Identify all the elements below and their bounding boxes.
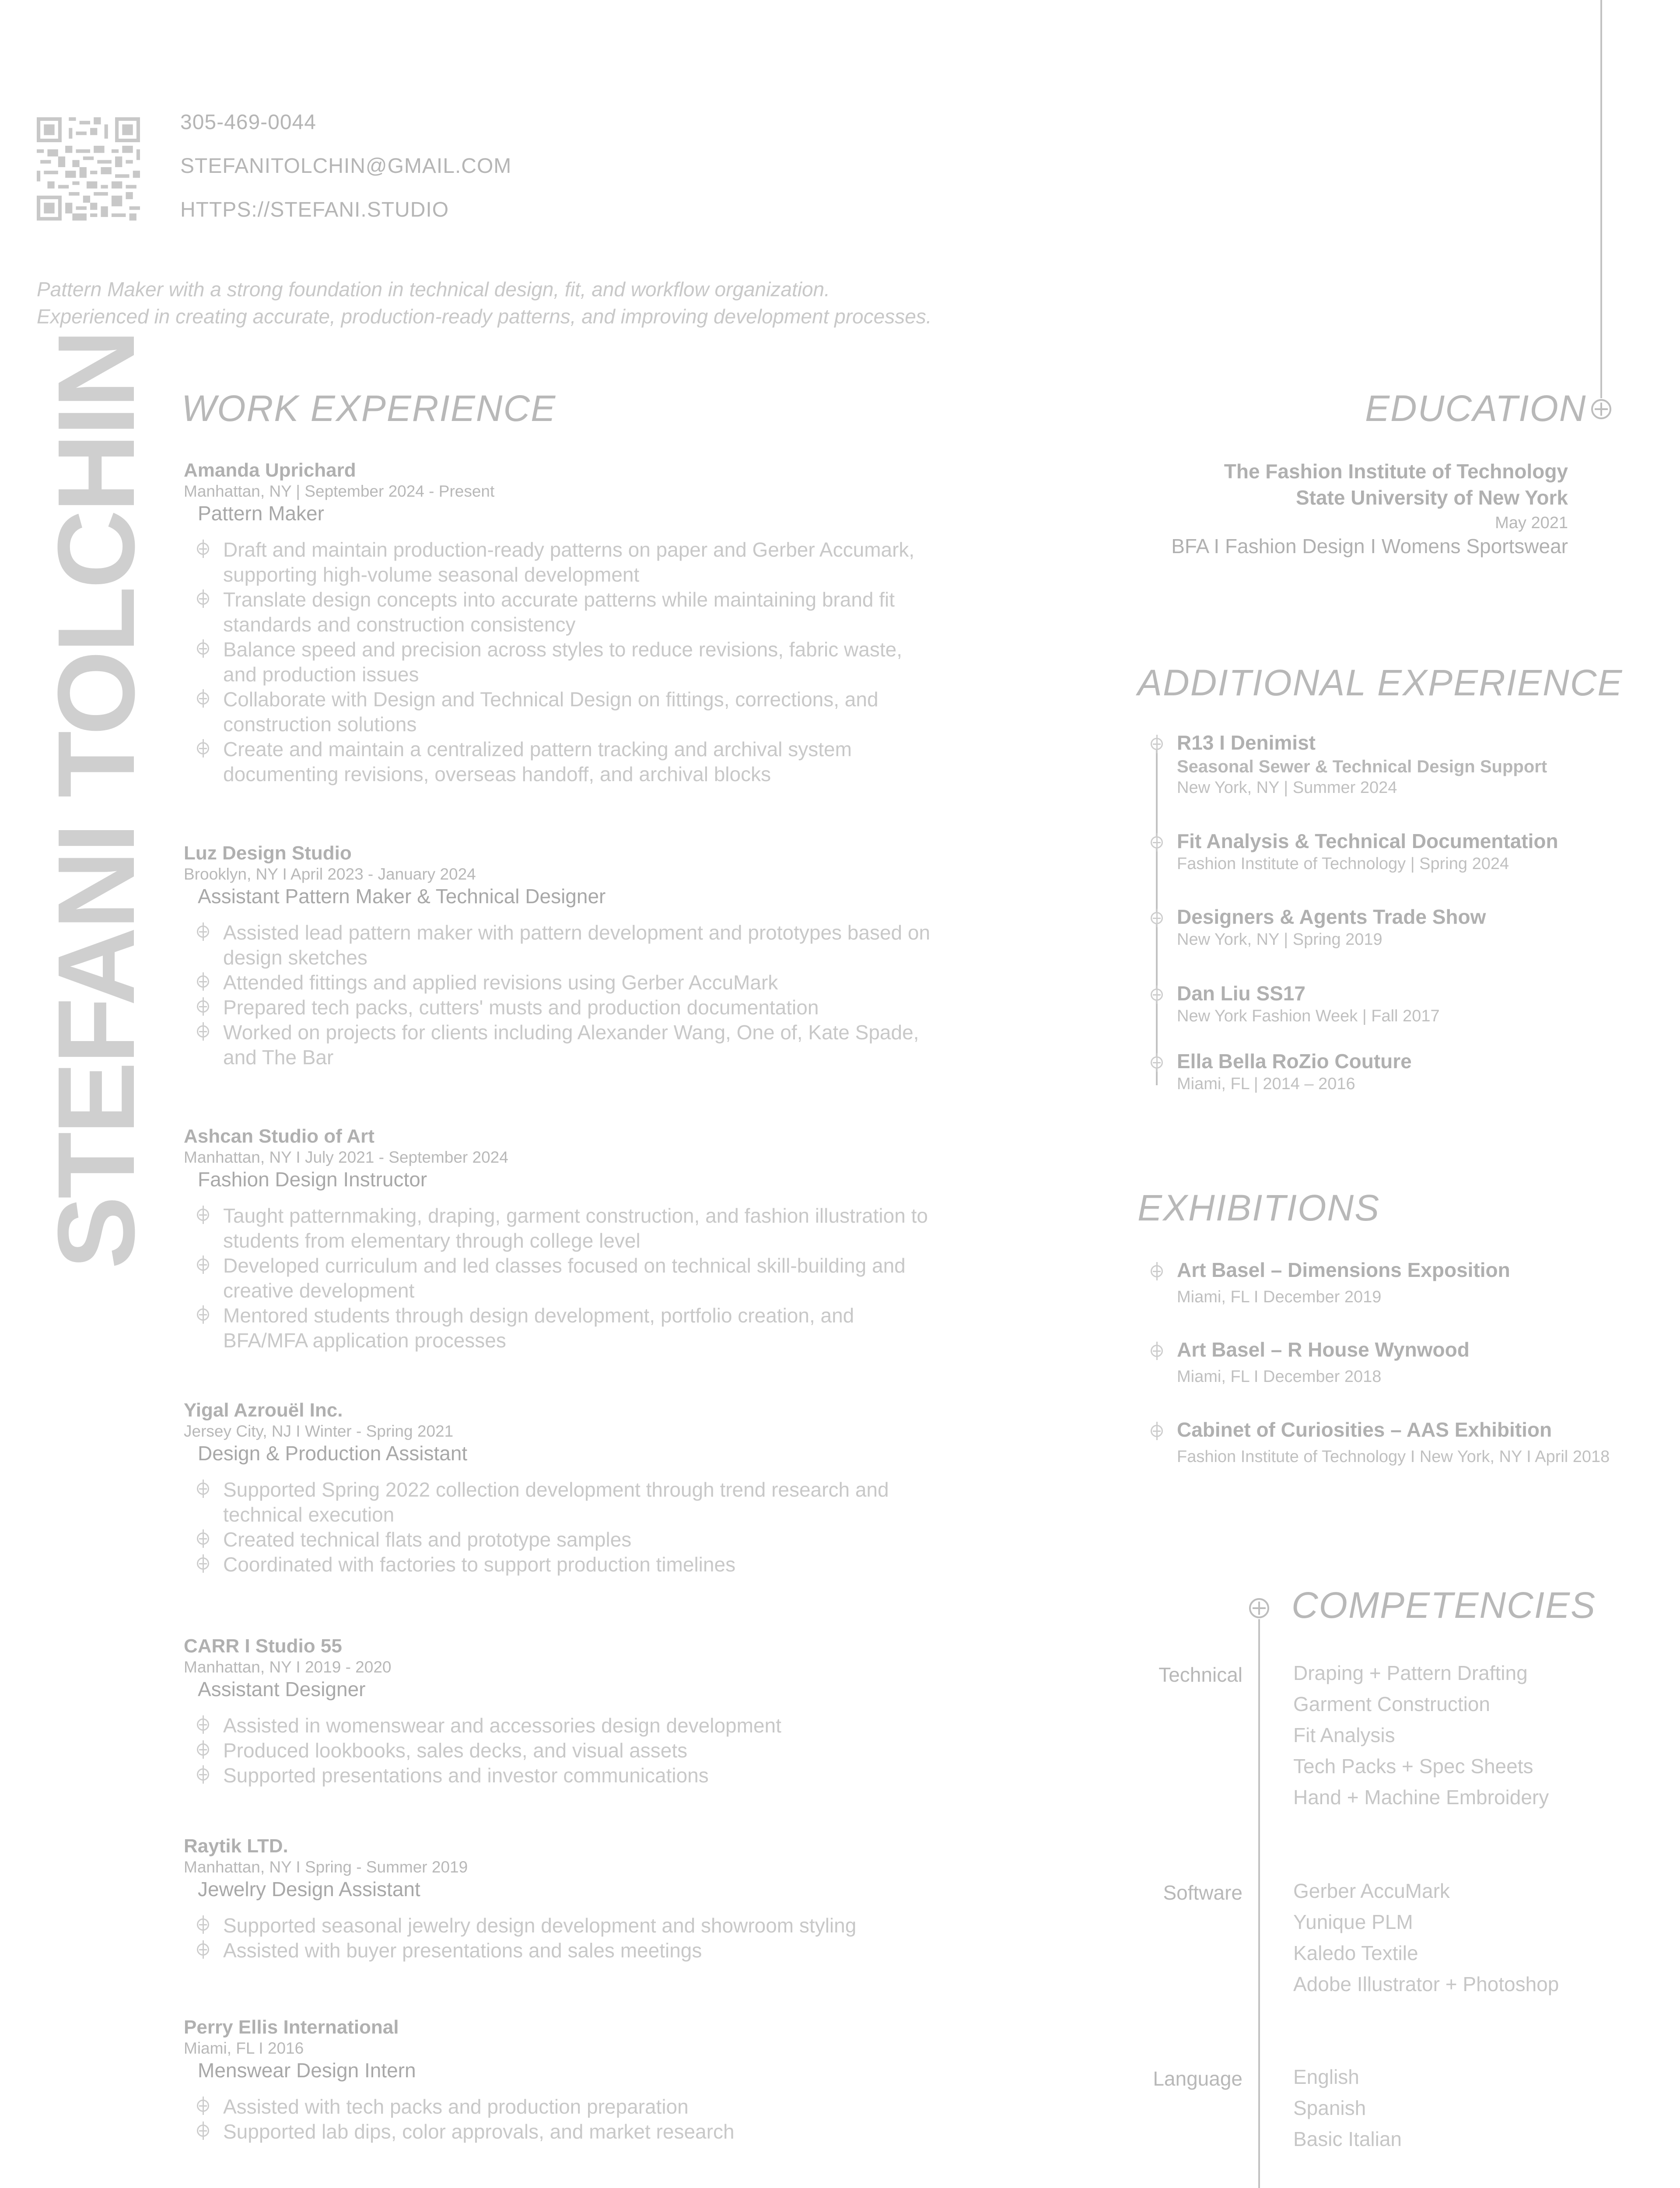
bullet-line: Balance speed and precision across styles to reduce revisions, fabric waste, — [223, 638, 903, 661]
bullet-icon — [197, 642, 209, 655]
bullet-icon — [1151, 989, 1163, 1001]
summary-line: Pattern Maker with a strong foundation in technical design, fit, and workflow organization. — [37, 278, 830, 301]
company-name: Luz Design Studio — [184, 842, 352, 864]
competency-item: English — [1293, 2065, 1359, 2088]
education-marker-icon — [1591, 399, 1611, 419]
job-bullets — [184, 920, 1059, 1070]
competency-item: Garment Construction — [1293, 1693, 1490, 1715]
bullet-icon — [197, 742, 209, 754]
competency-item: Hand + Machine Embroidery — [1293, 1786, 1549, 1809]
exhibition-item — [1177, 1258, 1676, 1307]
degree: BFA I Fashion Design I Womens Sportswear — [1171, 535, 1568, 558]
education-guide-line — [1600, 0, 1602, 398]
bullet-line: Taught patternmaking, draping, garment construction, and fashion illustration to — [223, 1204, 928, 1227]
competency-group-label: Technical — [1158, 1663, 1242, 1686]
additional-item-meta: Miami, FL | 2014 – 2016 — [1177, 1075, 1355, 1093]
bullet-icon — [197, 1483, 209, 1495]
additional-item-meta: New York, NY | Summer 2024 — [1177, 778, 1397, 797]
additional-item — [1177, 982, 1658, 1026]
phone-number[interactable]: 305-469-0044 — [180, 111, 316, 134]
competency-item: Basic Italian — [1293, 2128, 1402, 2150]
bullet-icon — [197, 1743, 209, 1756]
job-bullet — [184, 1552, 1059, 1577]
job-bullet — [184, 2094, 1059, 2119]
job-entry — [184, 459, 1059, 787]
job-role: Fashion Design Instructor — [198, 1168, 427, 1191]
additional-item — [1177, 731, 1658, 797]
competency-items — [1293, 1658, 1670, 1813]
job-bullet — [184, 1303, 1059, 1353]
summary — [37, 276, 1349, 330]
competency-item: Tech Packs + Spec Sheets — [1293, 1755, 1533, 1778]
bullet-icon — [197, 1025, 209, 1038]
bullet-line: Draft and maintain production-ready patterns on paper and Gerber Accumark, — [223, 538, 915, 561]
competencies-title: COMPETENCIES — [1292, 1585, 1596, 1626]
company-name: Perry Ellis International — [184, 2016, 399, 2038]
education-block — [962, 459, 1568, 558]
bullet-line: Worked on projects for clients including Alexander Wang, One of, Kate Spade, — [223, 1021, 919, 1044]
name-vertical — [35, 332, 157, 1269]
job-role: Assistant Designer — [198, 1678, 366, 1701]
competency-item: Draping + Pattern Drafting — [1293, 1662, 1528, 1684]
bullet-icon — [197, 1557, 209, 1570]
bullet-icon — [1151, 1425, 1163, 1437]
school-name: The Fashion Institute of Technology — [1224, 460, 1568, 483]
work-experience-title: WORK EXPERIENCE — [182, 388, 556, 429]
bullet-icon — [197, 2125, 209, 2137]
exhibitions-title: EXHIBITIONS — [1138, 1187, 1380, 1228]
bullet-icon — [197, 593, 209, 605]
additional-item-meta: New York Fashion Week | Fall 2017 — [1177, 1007, 1440, 1025]
bullet-icon — [197, 975, 209, 988]
bullet-line: and production issues — [223, 663, 419, 686]
bullet-icon — [197, 1918, 209, 1931]
bullet-icon — [197, 692, 209, 705]
exhibition-title: Art Basel – Dimensions Exposition — [1177, 1259, 1510, 1281]
bullet-line: Coordinated with factories to support production timelines — [223, 1553, 736, 1576]
job-meta: Jersey City, NJ I Winter - Spring 2021 — [184, 1422, 454, 1440]
job-bullet — [184, 1713, 1059, 1738]
competencies-marker-icon — [1249, 1598, 1269, 1618]
bullet-line: design sketches — [223, 946, 368, 969]
job-bullet — [184, 537, 1059, 587]
competency-item: Spanish — [1293, 2097, 1366, 2119]
bullet-line: Produced lookbooks, sales decks, and visual assets — [223, 1739, 688, 1762]
job-entry — [184, 1399, 1059, 1577]
job-meta: Brooklyn, NY I April 2023 - January 2024 — [184, 865, 476, 883]
company-name: Amanda Uprichard — [184, 459, 356, 481]
bullet-line: Prepared tech packs, cutters' musts and production documentation — [223, 996, 819, 1019]
exhibition-item — [1177, 1418, 1676, 1466]
email-link[interactable]: STEFANITOLCHIN@GMAIL.COM — [180, 154, 512, 178]
bullet-icon — [1151, 1056, 1163, 1069]
bullet-icon — [197, 1308, 209, 1321]
job-role: Pattern Maker — [198, 502, 324, 525]
bullet-line: Supported lab dips, color approvals, and market research — [223, 2120, 735, 2143]
additional-item-title: Fit Analysis & Technical Documentation — [1177, 830, 1558, 852]
company-name: Yigal Azrouël Inc. — [184, 1399, 343, 1421]
job-bullet — [184, 1203, 1059, 1253]
bullet-line: standards and construction consistency — [223, 613, 576, 636]
competency-group-label: Language — [1153, 2067, 1242, 2090]
competency-item: Yunique PLM — [1293, 1911, 1413, 1933]
bullet-line: technical execution — [223, 1503, 395, 1526]
competency-item: Gerber AccuMark — [1293, 1879, 1450, 1902]
bullet-line: Assisted in womenswear and accessories design development — [223, 1714, 781, 1737]
exhibition-meta: Fashion Institute of Technology I New York, NY I April 2018 — [1177, 1448, 1610, 1466]
job-meta: Manhattan, NY | September 2024 - Present — [184, 482, 495, 500]
summary-line: Experienced in creating accurate, production-ready patterns, and improving development processes. — [37, 305, 932, 328]
additional-item — [1177, 1049, 1658, 1094]
job-bullet — [184, 995, 1059, 1020]
job-bullet — [184, 1253, 1059, 1303]
bullet-icon — [197, 1943, 209, 1956]
competency-item: Fit Analysis — [1293, 1724, 1395, 1746]
job-meta: Manhattan, NY I Spring - Summer 2019 — [184, 1858, 468, 1876]
bullet-line: Attended fittings and applied revisions using Gerber AccuMark — [223, 971, 778, 994]
additional-item — [1177, 829, 1658, 873]
bullet-line: Developed curriculum and led classes focused on technical skill-building and — [223, 1254, 906, 1277]
additional-item — [1177, 905, 1658, 949]
competency-items — [1293, 2062, 1670, 2155]
job-bullets — [184, 2094, 1059, 2144]
bullet-icon — [1151, 836, 1163, 849]
bullet-icon — [197, 543, 209, 555]
job-bullet — [184, 1738, 1059, 1763]
job-bullet — [184, 920, 1059, 970]
exhibition-title: Cabinet of Curiosities – AAS Exhibition — [1177, 1418, 1552, 1441]
job-bullet — [184, 587, 1059, 637]
additional-item-meta: New York, NY | Spring 2019 — [1177, 930, 1382, 949]
bullet-icon — [1151, 738, 1163, 750]
bullet-line: Create and maintain a centralized pattern tracking and archival system — [223, 738, 852, 761]
competencies-guide-line — [1258, 1619, 1260, 2188]
job-bullet — [184, 1527, 1059, 1552]
qr-code-icon — [37, 117, 140, 221]
bullet-line: construction solutions — [223, 713, 417, 736]
bullet-line: Supported Spring 2022 collection development through trend research and — [223, 1478, 889, 1501]
bullet-icon — [197, 1209, 209, 1221]
bullet-icon — [197, 1718, 209, 1731]
job-bullet — [184, 1020, 1059, 1070]
bullet-line: Assisted lead pattern maker with pattern development and prototypes based on — [223, 921, 931, 944]
bullet-line: BFA/MFA application processes — [223, 1329, 506, 1352]
bullet-icon — [197, 926, 209, 938]
bullet-line: Supported seasonal jewelry design development and showroom styling — [223, 1914, 857, 1937]
company-name: Raytik LTD. — [184, 1835, 288, 1857]
job-role: Assistant Pattern Maker & Technical Designer — [198, 885, 606, 908]
job-meta: Manhattan, NY I 2019 - 2020 — [184, 1658, 392, 1676]
job-entry — [184, 2016, 1059, 2144]
job-meta: Manhattan, NY I July 2021 - September 2024 — [184, 1148, 508, 1166]
job-role: Design & Production Assistant — [198, 1442, 468, 1465]
bullet-icon — [197, 1259, 209, 1271]
school-subname: State University of New York — [1295, 486, 1568, 509]
bullet-line: documenting revisions, overseas handoff, and archival blocks — [223, 763, 771, 785]
company-name: CARR I Studio 55 — [184, 1635, 342, 1657]
additional-item-title: Designers & Agents Trade Show — [1177, 905, 1486, 928]
bullet-line: creative development — [223, 1279, 415, 1302]
job-bullets — [184, 1203, 1059, 1353]
bullet-icon — [1151, 1345, 1163, 1357]
job-bullets — [184, 1477, 1059, 1577]
job-bullet — [184, 637, 1059, 687]
education-title: EDUCATION — [1365, 388, 1587, 429]
bullet-icon — [197, 1768, 209, 1781]
bullet-icon — [197, 2100, 209, 2112]
bullet-line: Created technical flats and prototype samples — [223, 1528, 632, 1551]
additional-item-subtitle: Seasonal Sewer & Technical Design Support — [1177, 757, 1547, 776]
job-bullet — [184, 970, 1059, 995]
additional-item-title: R13 I Denimist — [1177, 731, 1316, 754]
exhibition-item — [1177, 1338, 1676, 1386]
company-name: Ashcan Studio of Art — [184, 1126, 374, 1147]
job-bullet — [184, 1477, 1059, 1527]
job-entry — [184, 1835, 1059, 1963]
job-entry — [184, 1126, 1059, 1353]
name-text: STEFANI TOLCHIN — [35, 332, 157, 1269]
bullet-line: Assisted with buyer presentations and sales meetings — [223, 1939, 702, 1962]
competency-item: Kaledo Textile — [1293, 1942, 1418, 1964]
job-bullet — [184, 1938, 1059, 1963]
bullet-line: Supported presentations and investor communications — [223, 1764, 709, 1787]
additional-item-title: Ella Bella RoZio Couture — [1177, 1050, 1412, 1073]
website-link[interactable]: HTTPS://STEFANI.STUDIO — [180, 198, 449, 221]
job-role: Jewelry Design Assistant — [198, 1878, 420, 1900]
exhibition-meta: Miami, FL I December 2018 — [1177, 1368, 1382, 1386]
additional-item-title: Dan Liu SS17 — [1177, 982, 1306, 1005]
bullet-line: Translate design concepts into accurate patterns while maintaining brand fit — [223, 588, 895, 611]
bullet-icon — [197, 1000, 209, 1013]
graduation-date: May 2021 — [1495, 514, 1568, 532]
job-entry — [184, 842, 1059, 1070]
job-bullet — [184, 687, 1059, 737]
bullet-icon — [1151, 912, 1163, 924]
bullet-line: Assisted with tech packs and production preparation — [223, 2095, 689, 2118]
bullet-line: supporting high-volume seasonal development — [223, 563, 640, 586]
job-role: Menswear Design Intern — [198, 2059, 416, 2082]
exhibition-title: Art Basel – R House Wynwood — [1177, 1338, 1470, 1361]
additional-experience-title: ADDITIONAL EXPERIENCE — [1138, 662, 1623, 703]
job-meta: Miami, FL I 2016 — [184, 2039, 304, 2057]
competency-items — [1293, 1876, 1670, 2000]
job-bullets — [184, 1713, 1059, 1788]
job-bullet — [184, 737, 1059, 787]
job-bullet — [184, 1913, 1059, 1938]
competency-group-label: Software — [1163, 1881, 1242, 1904]
job-entry — [184, 1635, 1059, 1788]
bullet-icon — [197, 1532, 209, 1545]
bullet-line: Mentored students through design development, portfolio creation, and — [223, 1304, 854, 1327]
bullet-icon — [1151, 1265, 1163, 1277]
bullet-line: Collaborate with Design and Technical Design on fittings, corrections, and — [223, 688, 878, 711]
competency-item: Adobe Illustrator + Photoshop — [1293, 1973, 1559, 1995]
job-bullets — [184, 1913, 1059, 1963]
additional-item-meta: Fashion Institute of Technology | Spring 2024 — [1177, 855, 1509, 873]
job-bullet — [184, 1763, 1059, 1788]
exhibition-meta: Miami, FL I December 2019 — [1177, 1288, 1382, 1306]
job-bullets — [184, 537, 1059, 787]
bullet-line: students from elementary through college level — [223, 1229, 640, 1252]
bullet-line: and The Bar — [223, 1046, 334, 1069]
job-bullet — [184, 2119, 1059, 2144]
